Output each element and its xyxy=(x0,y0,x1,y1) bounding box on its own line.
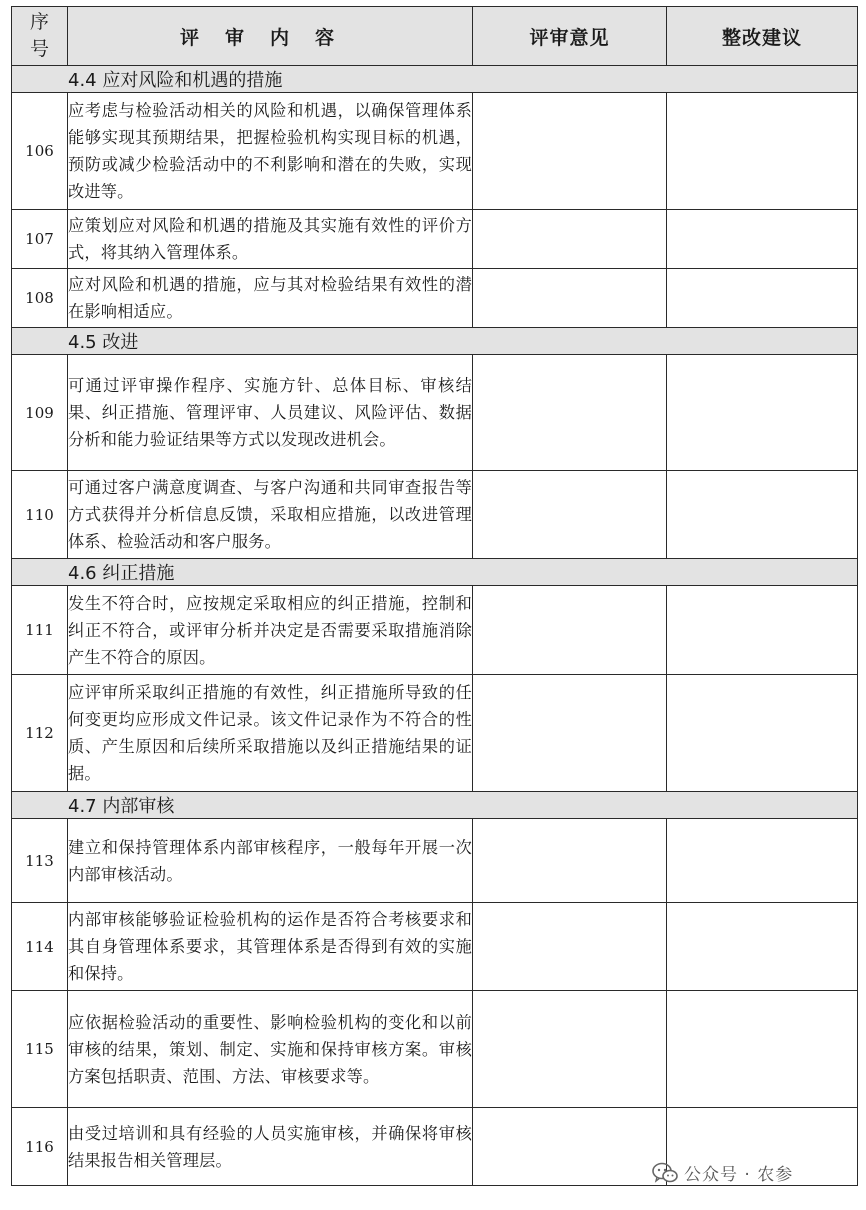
table-row xyxy=(12,675,858,792)
suggestion-cell[interactable] xyxy=(667,471,858,559)
row-content: 可通过评审操作程序、实施方针、总体目标、审核结果、纠正措施、管理评审、人员建议、风险评估、数据分析和能力验证结果等方式以发现改进机会。 xyxy=(68,355,473,471)
table-row xyxy=(12,355,858,471)
opinion-cell[interactable] xyxy=(473,269,667,328)
header-no-line2: 号 xyxy=(29,38,49,60)
header-opinion: 评审意见 xyxy=(473,7,667,66)
suggestion-cell[interactable] xyxy=(667,903,858,991)
table-row xyxy=(12,903,858,991)
section-title: 4.6 纠正措施 xyxy=(12,559,858,586)
row-number: 116 xyxy=(12,1108,68,1186)
row-number: 112 xyxy=(12,675,68,792)
row-number: 113 xyxy=(12,819,68,903)
row-number: 114 xyxy=(12,903,68,991)
table-row xyxy=(12,93,858,210)
section-title: 4.7 内部审核 xyxy=(12,792,858,819)
table-row xyxy=(12,210,858,269)
section-title: 4.5 改进 xyxy=(12,328,858,355)
suggestion-cell[interactable] xyxy=(667,269,858,328)
header-content: 评审内容 xyxy=(68,7,473,66)
row-number: 115 xyxy=(12,991,68,1108)
table-row xyxy=(12,269,858,328)
row-content: 内部审核能够验证检验机构的运作是否符合考核要求和其自身管理体系要求，其管理体系是否得到有效的实施和保持。 xyxy=(68,903,473,991)
table-row xyxy=(12,991,858,1108)
suggestion-cell[interactable] xyxy=(667,819,858,903)
table-row xyxy=(12,819,858,903)
row-content: 应依据检验活动的重要性、影响检验机构的变化和以前审核的结果，策划、制定、实施和保持审核方案。审核方案包括职责、范围、方法、审核要求等。 xyxy=(68,991,473,1108)
suggestion-cell[interactable] xyxy=(667,355,858,471)
opinion-cell[interactable] xyxy=(473,991,667,1108)
row-content: 建立和保持管理体系内部审核程序，一般每年开展一次内部审核活动。 xyxy=(68,819,473,903)
opinion-cell[interactable] xyxy=(473,675,667,792)
row-number: 108 xyxy=(12,269,68,328)
row-number: 111 xyxy=(12,586,68,675)
row-content: 发生不符合时，应按规定采取相应的纠正措施，控制和纠正不符合，或评审分析并决定是否需要采取措施消除产生不符合的原因。 xyxy=(68,586,473,675)
section-title: 4.4 应对风险和机遇的措施 xyxy=(12,66,858,93)
suggestion-cell[interactable] xyxy=(667,586,858,675)
opinion-cell[interactable] xyxy=(473,903,667,991)
row-content: 可通过客户满意度调查、与客户沟通和共同审查报告等方式获得并分析信息反馈，采取相应措施，以改进管理体系、检验活动和客户服务。 xyxy=(68,471,473,559)
opinion-cell[interactable] xyxy=(473,355,667,471)
section-row xyxy=(12,328,858,355)
row-number: 106 xyxy=(12,93,68,210)
suggestion-cell[interactable] xyxy=(667,210,858,269)
table-row xyxy=(12,471,858,559)
row-content: 应对风险和机遇的措施，应与其对检验结果有效性的潜在影响相适应。 xyxy=(68,269,473,328)
opinion-cell[interactable] xyxy=(473,471,667,559)
row-number: 107 xyxy=(12,210,68,269)
suggestion-cell[interactable] xyxy=(667,93,858,210)
row-content: 应评审所采取纠正措施的有效性，纠正措施所导致的任何变更均应形成文件记录。该文件记录作为不符合的性质、产生原因和后续所采取措施以及纠正措施结果的证据。 xyxy=(68,675,473,792)
watermark-text: 公众号 · 农参 xyxy=(684,1165,794,1185)
row-number: 110 xyxy=(12,471,68,559)
wechat-icon xyxy=(652,1162,678,1184)
opinion-cell[interactable] xyxy=(473,1108,667,1186)
row-content: 应考虑与检验活动相关的风险和机遇，以确保管理体系能够实现其预期结果，把握检验机构实现目标的机遇，预防或减少检验活动中的不利影响和潜在的失败，实现改进等。 xyxy=(68,93,473,210)
table-row xyxy=(12,586,858,675)
header-no xyxy=(12,7,68,66)
opinion-cell[interactable] xyxy=(473,819,667,903)
review-table xyxy=(11,6,858,1186)
opinion-cell[interactable] xyxy=(473,210,667,269)
opinion-cell[interactable] xyxy=(473,93,667,210)
watermark xyxy=(652,1160,793,1185)
row-content: 应策划应对风险和机遇的措施及其实施有效性的评价方式，将其纳入管理体系。 xyxy=(68,210,473,269)
suggestion-cell[interactable] xyxy=(667,991,858,1108)
header-suggestion: 整改建议 xyxy=(667,7,858,66)
row-number: 109 xyxy=(12,355,68,471)
section-row xyxy=(12,792,858,819)
header-no-line1: 序 xyxy=(29,11,49,33)
row-content: 由受过培训和具有经验的人员实施审核，并确保将审核结果报告相关管理层。 xyxy=(68,1108,473,1186)
section-row xyxy=(12,559,858,586)
suggestion-cell[interactable] xyxy=(667,675,858,792)
section-row xyxy=(12,66,858,93)
opinion-cell[interactable] xyxy=(473,586,667,675)
table-header-row xyxy=(12,7,858,66)
